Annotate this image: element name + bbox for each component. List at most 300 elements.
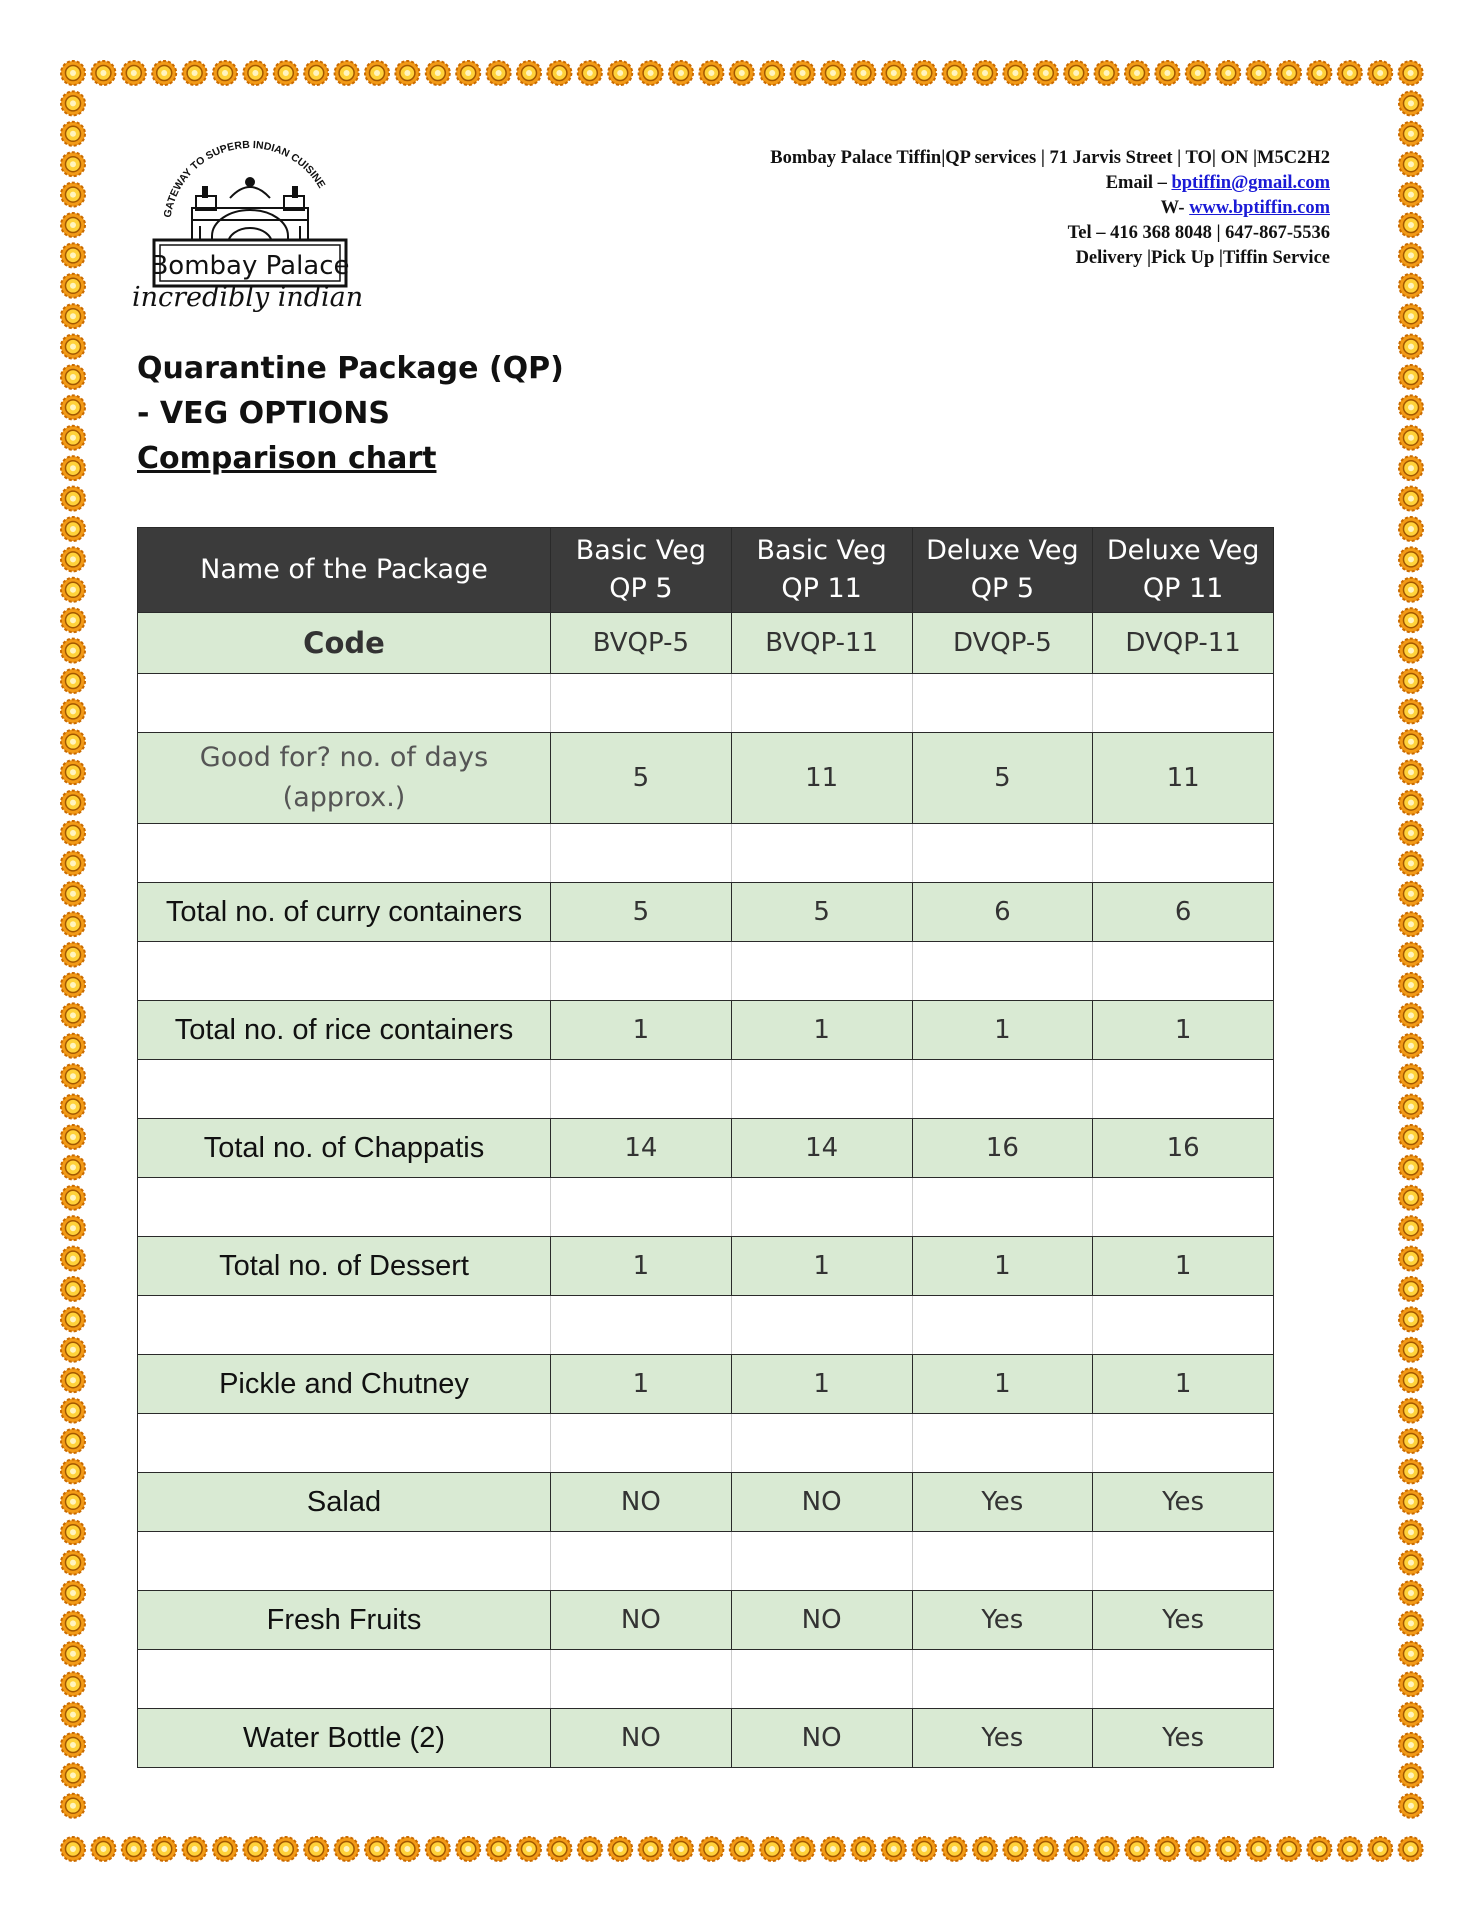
border-flower-icon bbox=[1399, 699, 1423, 723]
border-flower-icon bbox=[335, 1837, 359, 1861]
border-flower-icon bbox=[608, 1837, 632, 1861]
border-flower-icon bbox=[61, 1763, 85, 1787]
border-flower-icon bbox=[1399, 1763, 1423, 1787]
comparison-table bbox=[137, 527, 1274, 1768]
table-cell: 5 bbox=[551, 883, 732, 942]
border-flower-icon bbox=[61, 1125, 85, 1149]
border-flower-icon bbox=[61, 1277, 85, 1301]
table-cell: DVQP-11 bbox=[1093, 613, 1274, 674]
border-flower-icon bbox=[91, 1837, 115, 1861]
border-flower-icon bbox=[1399, 395, 1423, 419]
border-flower-icon bbox=[61, 304, 85, 328]
border-flower-icon bbox=[1399, 1095, 1423, 1119]
border-flower-icon bbox=[1399, 578, 1423, 602]
web-line bbox=[770, 196, 1330, 221]
border-flower-icon bbox=[1338, 1837, 1362, 1861]
table-cell: 1 bbox=[731, 1355, 912, 1414]
border-flower-icon bbox=[1186, 1837, 1210, 1861]
border-flower-icon bbox=[1399, 851, 1423, 875]
border-flower-icon bbox=[61, 274, 85, 298]
table-cell: Yes bbox=[1093, 1473, 1274, 1532]
border-flower-icon bbox=[61, 1642, 85, 1666]
title-line-2: - VEG OPTIONS bbox=[137, 396, 391, 431]
border-flower-icon bbox=[61, 1034, 85, 1058]
package-name: Deluxe Veg bbox=[1106, 535, 1260, 566]
table-cell: 5 bbox=[912, 733, 1093, 824]
spacer-row bbox=[138, 1414, 1274, 1473]
border-flower-icon bbox=[1399, 669, 1423, 693]
border-flower-icon bbox=[61, 91, 85, 115]
border-flower-icon bbox=[1399, 1642, 1423, 1666]
border-flower-icon bbox=[517, 1837, 541, 1861]
table-cell: DVQP-5 bbox=[912, 613, 1093, 674]
border-flower-icon bbox=[669, 61, 693, 85]
border-flower-icon bbox=[365, 1837, 389, 1861]
table-cell: 1 bbox=[731, 1001, 912, 1060]
decorative-border-top bbox=[58, 58, 1426, 88]
table-row bbox=[138, 1119, 1274, 1178]
border-flower-icon bbox=[1399, 1064, 1423, 1088]
border-flower-icon bbox=[456, 1837, 480, 1861]
header-label-cell: Name of the Package bbox=[138, 528, 551, 613]
border-flower-icon bbox=[1247, 1837, 1271, 1861]
border-flower-icon bbox=[1399, 760, 1423, 784]
border-flower-icon bbox=[578, 61, 602, 85]
border-flower-icon bbox=[61, 517, 85, 541]
border-flower-icon bbox=[1399, 1125, 1423, 1149]
border-flower-icon bbox=[61, 821, 85, 845]
border-flower-icon bbox=[1399, 213, 1423, 237]
border-flower-icon bbox=[547, 61, 571, 85]
phone-line: Tel – 416 368 8048 | 647-867-5536 bbox=[1067, 223, 1330, 243]
border-flower-icon bbox=[1125, 61, 1149, 85]
spacer-row bbox=[138, 1296, 1274, 1355]
logo-arc-text: GATEWAY TO SUPERB INDIAN CUISINE bbox=[161, 138, 328, 219]
border-flower-icon bbox=[1399, 1429, 1423, 1453]
table-cell: NO bbox=[731, 1473, 912, 1532]
table-cell: NO bbox=[551, 1473, 732, 1532]
table-row bbox=[138, 1237, 1274, 1296]
border-flower-icon bbox=[1095, 61, 1119, 85]
table-cell: 1 bbox=[731, 1237, 912, 1296]
border-flower-icon bbox=[61, 1155, 85, 1179]
border-flower-icon bbox=[1399, 1034, 1423, 1058]
border-flower-icon bbox=[1399, 487, 1423, 511]
border-flower-icon bbox=[1399, 1551, 1423, 1575]
table-row bbox=[138, 1355, 1274, 1414]
table-cell: 1 bbox=[551, 1001, 732, 1060]
table-cell: NO bbox=[551, 1591, 732, 1650]
border-flower-icon bbox=[61, 365, 85, 389]
row-label: Total no. of rice containers bbox=[138, 1001, 551, 1060]
border-flower-icon bbox=[61, 1338, 85, 1362]
border-flower-icon bbox=[426, 1837, 450, 1861]
row-label: Good for? no. of days (approx.) bbox=[138, 733, 551, 824]
border-flower-icon bbox=[1399, 1155, 1423, 1179]
border-flower-icon bbox=[760, 1837, 784, 1861]
border-flower-icon bbox=[61, 730, 85, 754]
border-flower-icon bbox=[882, 61, 906, 85]
services-line: Delivery |Pick Up |Tiffin Service bbox=[1075, 248, 1330, 268]
border-flower-icon bbox=[608, 61, 632, 85]
border-flower-icon bbox=[1399, 335, 1423, 359]
spacer-row bbox=[138, 1060, 1274, 1119]
package-size: QP 11 bbox=[781, 573, 862, 604]
border-flower-icon bbox=[61, 1307, 85, 1331]
border-flower-icon bbox=[973, 1837, 997, 1861]
contact-header bbox=[770, 146, 1330, 271]
border-flower-icon bbox=[61, 122, 85, 146]
border-flower-icon bbox=[61, 851, 85, 875]
table-cell: 14 bbox=[551, 1119, 732, 1178]
border-flower-icon bbox=[1064, 1837, 1088, 1861]
border-flower-icon bbox=[1399, 1307, 1423, 1331]
border-flower-icon bbox=[1399, 1277, 1423, 1301]
border-flower-icon bbox=[943, 1837, 967, 1861]
table-cell: 6 bbox=[1093, 883, 1274, 942]
address-line: Bombay Palace Tiffin|QP services | 71 Jarvis Street | TO| ON |M5C2H2 bbox=[770, 148, 1330, 168]
table-row bbox=[138, 1591, 1274, 1650]
border-flower-icon bbox=[1399, 791, 1423, 815]
border-flower-icon bbox=[61, 1520, 85, 1544]
table-row bbox=[138, 733, 1274, 824]
package-size: QP 5 bbox=[609, 573, 673, 604]
border-flower-icon bbox=[61, 791, 85, 815]
border-flower-icon bbox=[943, 61, 967, 85]
border-flower-icon bbox=[973, 61, 997, 85]
border-flower-icon bbox=[61, 1095, 85, 1119]
table-cell: NO bbox=[551, 1709, 732, 1768]
border-flower-icon bbox=[152, 61, 176, 85]
row-label: Fresh Fruits bbox=[138, 1591, 551, 1650]
email-label: Email – bbox=[1105, 173, 1172, 193]
border-flower-icon bbox=[1186, 61, 1210, 85]
package-name: Basic Veg bbox=[575, 535, 706, 566]
package-size: QP 11 bbox=[1142, 573, 1224, 604]
border-flower-icon bbox=[487, 61, 511, 85]
table-cell: 1 bbox=[1093, 1001, 1274, 1060]
table-cell: 16 bbox=[912, 1119, 1093, 1178]
border-flower-icon bbox=[1399, 1338, 1423, 1362]
border-flower-icon bbox=[1125, 1837, 1149, 1861]
border-flower-icon bbox=[152, 1837, 176, 1861]
table-cell: 11 bbox=[731, 733, 912, 824]
border-flower-icon bbox=[517, 61, 541, 85]
table-cell: Yes bbox=[1093, 1591, 1274, 1650]
border-flower-icon bbox=[1399, 882, 1423, 906]
border-flower-icon bbox=[1155, 1837, 1179, 1861]
border-flower-icon bbox=[699, 1837, 723, 1861]
border-flower-icon bbox=[639, 1837, 663, 1861]
table-cell: 1 bbox=[1093, 1237, 1274, 1296]
table-cell: 16 bbox=[1093, 1119, 1274, 1178]
package-name: Basic Veg bbox=[756, 535, 887, 566]
border-flower-icon bbox=[1399, 456, 1423, 480]
border-flower-icon bbox=[61, 1703, 85, 1727]
table-cell: 6 bbox=[912, 883, 1093, 942]
border-flower-icon bbox=[1399, 183, 1423, 207]
border-flower-icon bbox=[1399, 1794, 1423, 1818]
border-flower-icon bbox=[1399, 426, 1423, 450]
border-flower-icon bbox=[1307, 61, 1331, 85]
row-label: Total no. of Dessert bbox=[138, 1237, 551, 1296]
row-label: Total no. of Chappatis bbox=[138, 1119, 551, 1178]
table-cell: 11 bbox=[1093, 733, 1274, 824]
spacer-row bbox=[138, 674, 1274, 733]
border-flower-icon bbox=[487, 1837, 511, 1861]
row-label: Total no. of curry containers bbox=[138, 883, 551, 942]
border-flower-icon bbox=[1399, 912, 1423, 936]
border-flower-icon bbox=[61, 213, 85, 237]
border-flower-icon bbox=[1399, 821, 1423, 845]
border-flower-icon bbox=[1216, 61, 1240, 85]
border-flower-icon bbox=[61, 1216, 85, 1240]
email-link[interactable]: bptiffin@gmail.com bbox=[1171, 173, 1330, 193]
border-flower-icon bbox=[1095, 1837, 1119, 1861]
border-flower-icon bbox=[61, 1733, 85, 1757]
border-flower-icon bbox=[61, 183, 85, 207]
svg-text:GATEWAY TO SUPERB INDIAN CUISI bbox=[162, 139, 328, 219]
border-flower-icon bbox=[1399, 1520, 1423, 1544]
border-flower-icon bbox=[61, 1368, 85, 1392]
border-flower-icon bbox=[1399, 152, 1423, 176]
border-flower-icon bbox=[882, 1837, 906, 1861]
spacer-row bbox=[138, 942, 1274, 1001]
border-flower-icon bbox=[1399, 608, 1423, 632]
border-flower-icon bbox=[639, 61, 663, 85]
border-flower-icon bbox=[1338, 61, 1362, 85]
border-flower-icon bbox=[1003, 1837, 1027, 1861]
border-flower-icon bbox=[851, 61, 875, 85]
border-flower-icon bbox=[730, 1837, 754, 1861]
border-flower-icon bbox=[1399, 1003, 1423, 1027]
border-flower-icon bbox=[61, 1672, 85, 1696]
border-flower-icon bbox=[61, 152, 85, 176]
package-header bbox=[551, 528, 732, 613]
table-row bbox=[138, 613, 1274, 674]
border-flower-icon bbox=[61, 578, 85, 602]
border-flower-icon bbox=[1368, 1837, 1392, 1861]
border-flower-icon bbox=[61, 456, 85, 480]
border-flower-icon bbox=[61, 882, 85, 906]
table-cell: 14 bbox=[731, 1119, 912, 1178]
border-flower-icon bbox=[1399, 1490, 1423, 1514]
spacer-row bbox=[138, 824, 1274, 883]
table-cell: NO bbox=[731, 1709, 912, 1768]
border-flower-icon bbox=[1399, 274, 1423, 298]
border-flower-icon bbox=[395, 61, 419, 85]
border-flower-icon bbox=[61, 1490, 85, 1514]
border-flower-icon bbox=[61, 426, 85, 450]
table-header-row bbox=[138, 528, 1274, 613]
title-line-1: Quarantine Package (QP) bbox=[137, 351, 564, 386]
email-line bbox=[770, 171, 1330, 196]
border-flower-icon bbox=[61, 1064, 85, 1088]
border-flower-icon bbox=[1277, 61, 1301, 85]
border-flower-icon bbox=[61, 1551, 85, 1575]
border-flower-icon bbox=[61, 973, 85, 997]
package-size: QP 5 bbox=[970, 573, 1035, 604]
package-header bbox=[1093, 528, 1274, 613]
package-header bbox=[731, 528, 912, 613]
table-row bbox=[138, 1001, 1274, 1060]
border-flower-icon bbox=[365, 61, 389, 85]
table-cell: BVQP-5 bbox=[551, 613, 732, 674]
decorative-border-bottom bbox=[58, 1834, 1426, 1864]
border-flower-icon bbox=[1003, 61, 1027, 85]
border-flower-icon bbox=[1034, 61, 1058, 85]
logo-name: Bombay Palace bbox=[150, 251, 350, 281]
table-cell: BVQP-11 bbox=[731, 613, 912, 674]
table-cell: Yes bbox=[912, 1591, 1093, 1650]
table-cell: 1 bbox=[551, 1237, 732, 1296]
border-flower-icon bbox=[274, 1837, 298, 1861]
border-flower-icon bbox=[912, 61, 936, 85]
border-flower-icon bbox=[274, 61, 298, 85]
border-flower-icon bbox=[61, 760, 85, 784]
border-flower-icon bbox=[912, 1837, 936, 1861]
border-flower-icon bbox=[1399, 1186, 1423, 1210]
row-label: Salad bbox=[138, 1473, 551, 1532]
border-flower-icon bbox=[1399, 1459, 1423, 1483]
border-flower-icon bbox=[699, 61, 723, 85]
row-label: Code bbox=[138, 613, 551, 674]
table-cell: 5 bbox=[551, 733, 732, 824]
package-name: Deluxe Veg bbox=[926, 535, 1079, 566]
border-flower-icon bbox=[1247, 61, 1271, 85]
border-flower-icon bbox=[61, 1247, 85, 1271]
border-flower-icon bbox=[183, 1837, 207, 1861]
border-flower-icon bbox=[1064, 61, 1088, 85]
border-flower-icon bbox=[426, 61, 450, 85]
border-flower-icon bbox=[791, 1837, 815, 1861]
border-flower-icon bbox=[243, 61, 267, 85]
spacer-row bbox=[138, 1650, 1274, 1709]
border-flower-icon bbox=[304, 1837, 328, 1861]
border-flower-icon bbox=[91, 61, 115, 85]
border-flower-icon bbox=[1399, 517, 1423, 541]
border-flower-icon bbox=[1399, 1611, 1423, 1635]
table-row bbox=[138, 1473, 1274, 1532]
border-flower-icon bbox=[61, 943, 85, 967]
border-flower-icon bbox=[122, 1837, 146, 1861]
border-flower-icon bbox=[791, 61, 815, 85]
package-header bbox=[912, 528, 1093, 613]
border-flower-icon bbox=[1399, 1399, 1423, 1423]
border-flower-icon bbox=[821, 61, 845, 85]
border-flower-icon bbox=[760, 61, 784, 85]
border-flower-icon bbox=[183, 61, 207, 85]
decorative-border-left bbox=[58, 58, 88, 1864]
border-flower-icon bbox=[335, 61, 359, 85]
border-flower-icon bbox=[851, 1837, 875, 1861]
border-flower-icon bbox=[61, 1003, 85, 1027]
border-flower-icon bbox=[1399, 1368, 1423, 1392]
border-flower-icon bbox=[1399, 943, 1423, 967]
row-label: Water Bottle (2) bbox=[138, 1709, 551, 1768]
border-flower-icon bbox=[821, 1837, 845, 1861]
table-row bbox=[138, 883, 1274, 942]
border-flower-icon bbox=[61, 1611, 85, 1635]
border-flower-icon bbox=[61, 487, 85, 511]
website-link[interactable]: www.bptiffin.com bbox=[1189, 198, 1330, 218]
spacer-row bbox=[138, 1532, 1274, 1591]
border-flower-icon bbox=[1399, 547, 1423, 571]
border-flower-icon bbox=[213, 1837, 237, 1861]
border-flower-icon bbox=[1399, 1216, 1423, 1240]
border-flower-icon bbox=[1399, 122, 1423, 146]
border-flower-icon bbox=[1277, 1837, 1301, 1861]
table-cell: 5 bbox=[731, 883, 912, 942]
table-cell: Yes bbox=[912, 1709, 1093, 1768]
table-cell: 1 bbox=[1093, 1355, 1274, 1414]
border-flower-icon bbox=[61, 1186, 85, 1210]
border-flower-icon bbox=[1399, 365, 1423, 389]
table-row bbox=[138, 1709, 1274, 1768]
border-flower-icon bbox=[1155, 61, 1179, 85]
border-flower-icon bbox=[61, 395, 85, 419]
web-label: W- bbox=[1160, 198, 1190, 218]
border-flower-icon bbox=[1399, 243, 1423, 267]
table-cell: 1 bbox=[912, 1001, 1093, 1060]
title-line-3: Comparison chart bbox=[137, 441, 437, 476]
border-flower-icon bbox=[1399, 91, 1423, 115]
border-flower-icon bbox=[1399, 1703, 1423, 1727]
border-flower-icon bbox=[213, 61, 237, 85]
border-flower-icon bbox=[1307, 1837, 1331, 1861]
logo-tagline: incredibly indian bbox=[132, 282, 364, 313]
border-flower-icon bbox=[61, 1399, 85, 1423]
border-flower-icon bbox=[61, 1581, 85, 1605]
border-flower-icon bbox=[61, 912, 85, 936]
border-flower-icon bbox=[61, 243, 85, 267]
border-flower-icon bbox=[61, 608, 85, 632]
border-flower-icon bbox=[122, 61, 146, 85]
border-flower-icon bbox=[1368, 61, 1392, 85]
border-flower-icon bbox=[243, 1837, 267, 1861]
border-flower-icon bbox=[395, 1837, 419, 1861]
border-flower-icon bbox=[1034, 1837, 1058, 1861]
page-title bbox=[137, 346, 564, 481]
border-flower-icon bbox=[1399, 973, 1423, 997]
border-flower-icon bbox=[1399, 639, 1423, 663]
border-flower-icon bbox=[1399, 1581, 1423, 1605]
border-flower-icon bbox=[1216, 1837, 1240, 1861]
table-cell: 1 bbox=[912, 1237, 1093, 1296]
border-flower-icon bbox=[578, 1837, 602, 1861]
border-flower-icon bbox=[304, 61, 328, 85]
table-cell: 1 bbox=[551, 1355, 732, 1414]
border-flower-icon bbox=[61, 547, 85, 571]
border-flower-icon bbox=[1399, 1247, 1423, 1271]
table-cell: Yes bbox=[912, 1473, 1093, 1532]
table-cell: 1 bbox=[912, 1355, 1093, 1414]
border-flower-icon bbox=[61, 335, 85, 359]
border-flower-icon bbox=[456, 61, 480, 85]
border-flower-icon bbox=[1399, 1733, 1423, 1757]
table-cell: NO bbox=[731, 1591, 912, 1650]
row-label: Pickle and Chutney bbox=[138, 1355, 551, 1414]
border-flower-icon bbox=[61, 639, 85, 663]
border-flower-icon bbox=[1399, 1672, 1423, 1696]
border-flower-icon bbox=[669, 1837, 693, 1861]
decorative-border-right bbox=[1396, 58, 1426, 1864]
border-flower-icon bbox=[61, 1459, 85, 1483]
border-flower-icon bbox=[61, 1794, 85, 1818]
border-flower-icon bbox=[1399, 304, 1423, 328]
table-cell: Yes bbox=[1093, 1709, 1274, 1768]
border-flower-icon bbox=[730, 61, 754, 85]
